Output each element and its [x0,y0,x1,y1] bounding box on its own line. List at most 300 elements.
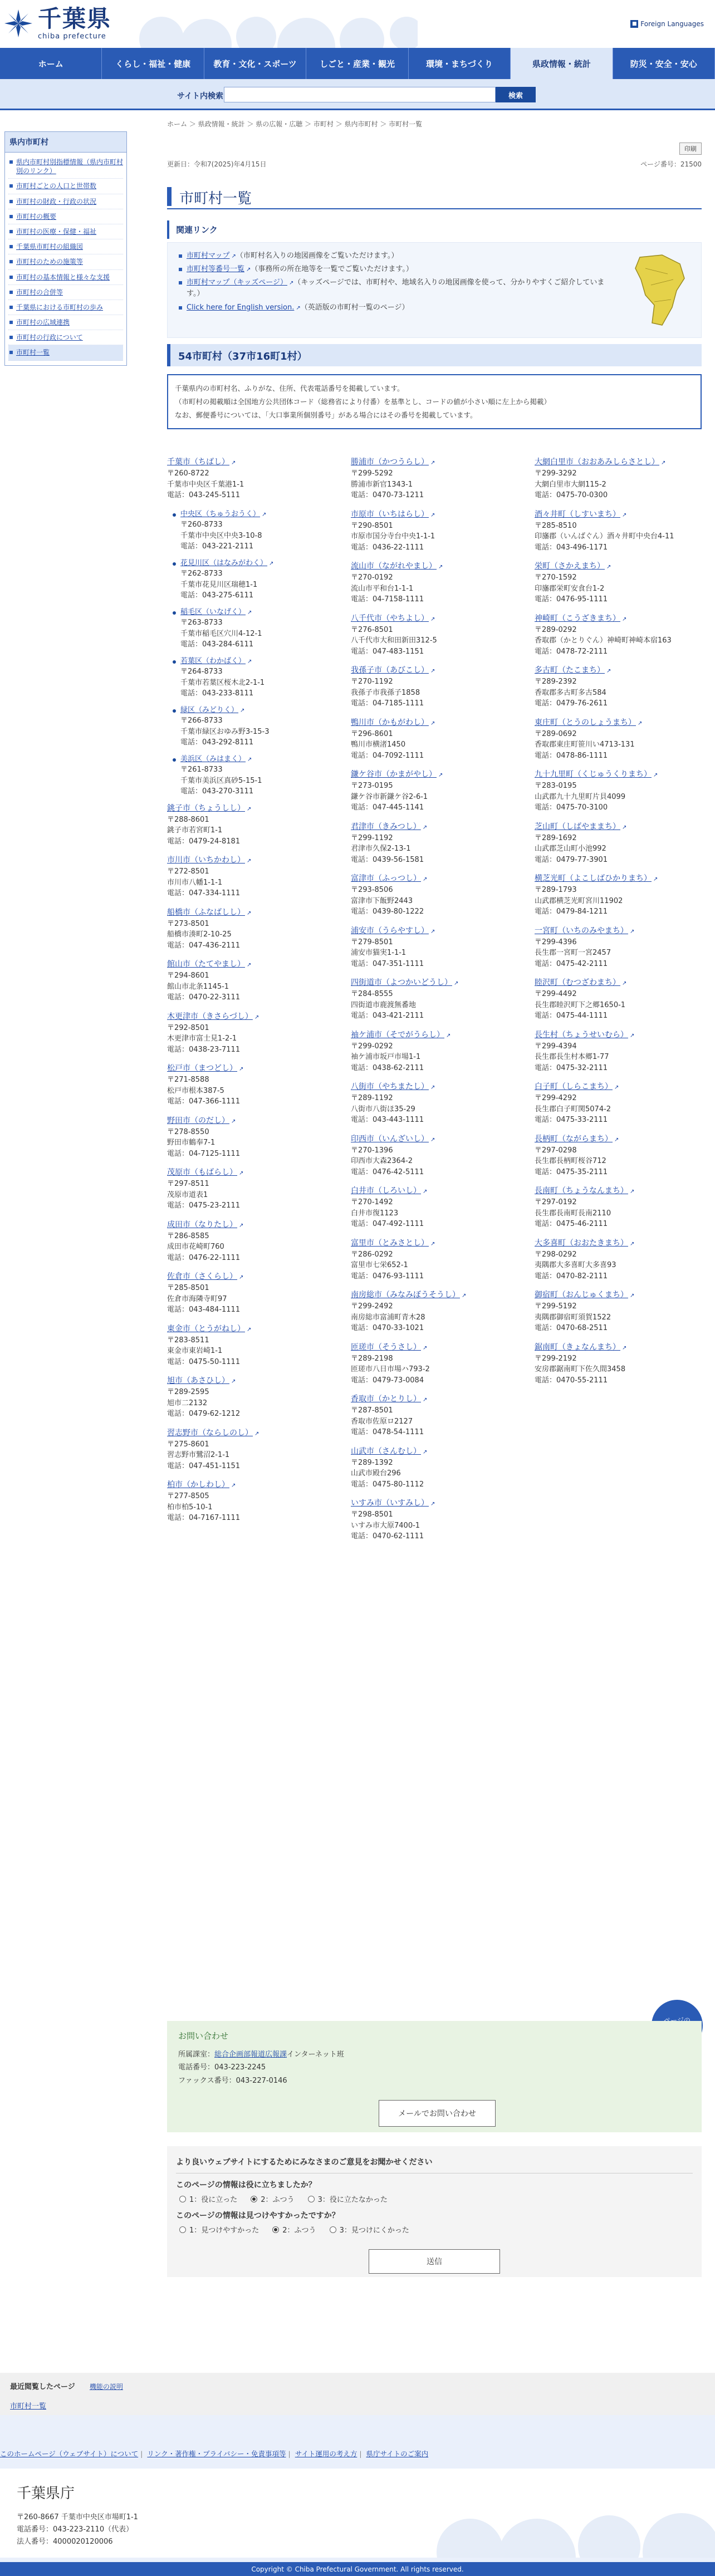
postal-code: 〒270-0192 [351,573,393,582]
municipality-entry [535,665,702,709]
municipality-name-link[interactable]: 鋸南町（きょなんまち） ↗ [535,1342,702,1353]
address: 印旛郡（いんばぐん）酒々井町中央台4-11 [535,532,674,541]
municipality-name-link[interactable]: 御宿町（おんじゅくまち） ↗ [535,1289,702,1301]
address: 富津市下飯野2443 [351,896,413,905]
address: 鴨川市横渚1450 [351,740,406,749]
municipality-column-2 [351,457,518,1550]
ward-entry [180,558,334,601]
postal-code: 〒260-8733 [180,521,223,529]
sidebar-item[interactable]: 市町村の基本情報と様々な支援 [8,270,123,285]
postal-code: 〒276-8501 [351,625,393,634]
municipality-entry [351,1394,518,1438]
postal-code: 〒264-8733 [180,668,223,676]
municipality-name-link[interactable]: 稲毛区（いなげく） ↗ [180,607,334,618]
municipality-entry [535,717,702,762]
postal-code: 〒299-0292 [351,1042,393,1051]
postal-code: 〒297-8511 [167,1180,209,1188]
updated-date: 更新日：令和7(2025)年4月15日 [167,160,267,168]
municipality-name-link[interactable]: 長南町（ちょうなんまち） ↗ [535,1185,702,1197]
q2-option-3[interactable]: 3：見つけにくかった [330,2224,409,2235]
related-row: 市町村マップ（キッズページ） ↗ （キッズページでは、市町村や、地域名入りの地図画像を使って、分かりやすくご紹介しています。） [179,277,618,300]
municipality-name-link[interactable]: いすみ市（いすみし） ↗ [351,1498,518,1509]
postal-code: 〒299-4396 [535,938,577,946]
ward-entry [180,705,334,748]
phone: 電話：043-421-2111 [351,1012,424,1020]
sidebar-item-current[interactable]: 市町村一覧 [8,345,123,360]
address: 銚子市若宮町1-1 [167,826,223,835]
address: 長生郡睦沢町下之郷1650-1 [535,1000,626,1009]
address: 野田市鶴奉7-1 [167,1139,216,1147]
municipality-entry [351,509,518,553]
municipality-name-link[interactable]: 八千代市（やちよし） ↗ [351,613,518,625]
postal-code: 〒289-2198 [351,1354,393,1363]
phone: 電話：0475-33-2111 [535,1116,608,1124]
address: 印西市大森2364-2 [351,1157,413,1165]
postal-code: 〒298-0292 [535,1250,577,1259]
phone: 電話：047-436-2111 [167,941,241,950]
municipality-entry [535,457,702,501]
municipality-name-link[interactable]: 神崎町（こうざきまち） ↗ [535,613,702,625]
phone: 電話：043-292-8111 [180,738,254,747]
municipality-name-link[interactable]: 茂原市（もばらし） ↗ [167,1167,334,1179]
municipality-entry [535,925,702,970]
municipality-name-link[interactable]: 中央区（ちゅうおうく） ↗ [180,509,334,520]
phone: 電話：047-334-1111 [167,889,241,897]
print-button[interactable]: 印刷 [679,143,702,155]
municipality-name-link[interactable]: 浦安市（うらやすし） ↗ [351,925,518,937]
municipality-name-link[interactable]: 横芝光町（よこしばひかりまち） ↗ [535,873,702,885]
municipality-entry [535,509,702,553]
municipality-entry [535,1342,702,1386]
address: 松戸市根本387-5 [167,1086,224,1095]
address: 長生郡一宮町一宮2457 [535,949,611,957]
footer-link[interactable]: 県庁サイトのご案内 [366,2450,429,2458]
address: 山武市殿台296 [351,1469,401,1478]
phone: 電話：0475-32-2111 [535,1063,608,1072]
address: 市原市国分寺台中央1-1-1 [351,532,435,541]
sidebar [4,131,127,366]
related-link[interactable]: 市町村マップ ↗ [187,252,236,260]
phone: 電話：0475-23-2111 [167,1201,241,1210]
phone: 電話：047-351-1111 [351,959,424,968]
municipality-name-link[interactable]: 鴨川市（かもがわし） ↗ [351,717,518,729]
municipality-name-link[interactable]: 香取市（かとりし） ↗ [351,1394,518,1405]
address: 習志野市鷺沼2-1-1 [167,1451,230,1459]
municipality-name-link[interactable]: 四街道市（よつかいどうし） ↗ [351,977,518,989]
phone: 電話：0479-24-8181 [167,837,241,846]
related-row: 市町村等番号一覧 ↗ （事務所の所在地等を一覧でご覧いただけます。） [179,264,618,275]
municipality-name-link[interactable]: 若葉区（わかばく） ↗ [180,656,334,667]
postal-code: 〒292-8501 [167,1023,209,1032]
municipality-name-link[interactable]: 鎌ケ谷市（かまがやし） ↗ [351,769,518,781]
municipality-name-link[interactable]: 栄町（さかえまち） ↗ [535,561,702,572]
phone: 電話：0475-50-1111 [167,1357,241,1366]
mail-inquiry-button[interactable]: メールでお問い合わせ [379,2100,496,2127]
municipality-name-link[interactable]: 酒々井町（しすいまち） ↗ [535,509,702,521]
municipality-name-link[interactable]: 船橋市（ふなばしし） ↗ [167,907,334,919]
sidebar-item[interactable]: 千葉県市町村の組織図 [8,239,123,254]
address: 安房郡鋸南町下佐久間3458 [535,1365,626,1373]
postal-code: 〒289-1392 [351,1458,393,1467]
q2-option-1[interactable]: 1：見つけやすかった [179,2224,259,2235]
dept-link[interactable]: 総合企画部報道広報課 [214,2050,287,2059]
municipality-entry [167,1011,334,1056]
municipality-entry [351,1185,518,1230]
survey-q1-options [179,2194,693,2204]
inquiry-heading: お問い合わせ [178,2031,229,2041]
municipality-name-link[interactable]: 芝山町（しばやままち） ↗ [535,821,702,833]
ward-entry [180,656,334,699]
sidebar-title[interactable]: 県内市町村 [5,132,126,153]
municipality-name-link[interactable]: 流山市（ながれやまし） ↗ [351,561,518,572]
address: 香取市佐原ロ2127 [351,1417,413,1426]
sidebar-item[interactable]: 市町村の医療・保健・福祉 [8,224,123,239]
municipality-name-link[interactable]: 八街市（やちまたし） ↗ [351,1081,518,1093]
municipality-entry [351,977,518,1022]
municipality-entry [167,1063,334,1107]
phone: 電話：043-275-6111 [180,591,254,600]
municipality-name-link[interactable]: 多古町（たこまち） ↗ [535,665,702,676]
recent-help-link[interactable]: 機能の説明 [89,2383,123,2391]
postal-code: 〒285-8510 [535,521,577,530]
survey-q2: このページの情報は見つけやすかったですか？ [176,2211,340,2220]
address: 山武郡芝山町小池992 [535,845,606,853]
sidebar-list [5,153,126,365]
municipality-name-link[interactable]: 緑区（みどりく） ↗ [180,705,334,716]
municipality-name-link[interactable]: 白井市（しろいし） ↗ [351,1185,518,1197]
notice-line: なお、郵便番号については、「大口事業所個別番号」がある場合にはその番号を掲載しています。 [175,410,477,419]
phone: 電話：04-7125-1111 [167,1149,241,1158]
chiba-map-icon[interactable] [629,252,690,330]
survey-send-button[interactable]: 送信 [369,2249,500,2274]
postal-code: 〒299-5292 [351,469,393,478]
municipality-entry [167,1219,334,1264]
q1-option-3[interactable]: 3：役に立たなかった [308,2194,388,2204]
footer-corp-number: 法人番号：4000020120006 [17,2538,113,2546]
postal-code: 〒272-8501 [167,867,209,876]
recent-page-link[interactable]: 市町村一覧 [10,2402,47,2411]
footer-address: 〒260-8667 千葉市中央区市場町1-1 [17,2513,138,2521]
address: 茂原市道表1 [167,1190,208,1199]
municipality-name-link[interactable]: 一宮町（いちのみやまち） ↗ [535,925,702,937]
footer-links: このホームページ（ウェブサイト）について | リンク・著作権・プライバシー・免責事項等 | サイト運用の考え方 | 県庁サイトのご案内 [0,2450,429,2458]
site-logo[interactable] [3,6,111,41]
municipality-entry [535,1289,702,1334]
municipality-name-link[interactable]: 長柄町（ながらまち） ↗ [535,1134,702,1145]
header-wave-decoration [128,0,418,48]
phone: 電話：0470-55-2111 [535,1376,608,1385]
postal-code: 〒299-5192 [535,1302,577,1311]
inquiry-dept: 所属課室：総合企画部報道広報課インターネット班 [178,2050,344,2059]
global-nav [0,48,715,79]
municipality-name-link[interactable]: 市原市（いちはらし） ↗ [351,509,518,521]
q1-option-2[interactable]: 2：ふつう [251,2194,294,2204]
municipality-name-link[interactable]: 成田市（なりたし） ↗ [167,1219,334,1231]
phone: 電話：0438-62-2111 [351,1063,424,1072]
municipality-name-link[interactable]: 市川市（いちかわし） ↗ [167,855,334,866]
gnav-government[interactable]: 県政情報・統計 [511,48,613,79]
phone: 電話：043-233-8111 [180,689,254,698]
address: 白井市復1123 [351,1209,399,1218]
phone: 電話：0478-72-2111 [535,647,608,656]
related-row: Click here for English version. ↗ （英語版の市町村一覧のページ） [179,302,618,313]
postal-code: 〒284-8555 [351,990,393,998]
municipality-name-link[interactable]: 館山市（たてやまし） ↗ [167,959,334,970]
sidebar-item[interactable]: 市町村のための施策等 [8,254,123,269]
municipality-name-link[interactable]: 富津市（ふっつし） ↗ [351,873,518,885]
postal-code: 〒299-4492 [535,990,577,998]
phone: 電話：0479-62-1212 [167,1410,241,1418]
municipality-entry [167,1271,334,1316]
radio-icon [330,2226,336,2233]
survey-q2-options [179,2224,693,2235]
municipality-name-link[interactable]: 山武市（さんむし） ↗ [351,1446,518,1458]
municipality-name-link[interactable]: 千葉市（ちばし） ↗ [167,457,334,468]
phone: 電話：043-270-3111 [180,787,254,796]
search-input[interactable] [224,87,496,102]
municipality-name-link[interactable]: 富里市（とみさとし） ↗ [351,1238,518,1249]
municipality-name-link[interactable]: 袖ケ浦市（そでがうらし） ↗ [351,1029,518,1041]
address: 千葉市稲毛区穴川4-12-1 [180,629,262,638]
municipality-name-link[interactable]: 長生村（ちょうせいむら） ↗ [535,1029,702,1041]
gnav-environment[interactable]: 環境・まちづくり [409,48,511,79]
municipality-name-link[interactable]: 東庄町（とうのしょうまち） ↗ [535,717,702,729]
postal-code: 〒270-1396 [351,1146,393,1155]
postal-code: 〒278-8550 [167,1127,209,1136]
inquiry-fax: ファックス番号：043-227-0146 [178,2076,287,2085]
municipality-entry [535,1081,702,1126]
gnav-life[interactable]: くらし・福祉・健康 [102,48,204,79]
municipality-name-link[interactable]: 匝瑳市（そうさし） ↗ [351,1342,518,1353]
phone: 電話：047-492-1111 [351,1220,424,1228]
municipality-entry [167,1167,334,1211]
main-content [167,119,702,1540]
radio-icon [308,2196,315,2202]
municipality-name-link[interactable]: 睦沢町（むつざわまち） ↗ [535,977,702,989]
municipality-name-link[interactable]: 南房総市（みなみぼうそうし） ↗ [351,1289,518,1301]
q1-option-1[interactable]: 1：役に立った [179,2194,237,2204]
footer-info [0,2469,715,2558]
address: 千葉市若葉区桜木北2-1-1 [180,678,265,687]
address: 長生郡長柄町桜谷712 [535,1157,606,1165]
address: 大網白里市大網115-2 [535,480,606,489]
address: 袖ケ浦市坂戸市場1-1 [351,1053,421,1061]
address: 香取郡（かとりぐん）神崎町神崎本宿163 [535,636,672,645]
address: 長生郡長生村本郷1-77 [535,1053,609,1061]
phone: 電話：0476-42-5111 [351,1167,424,1176]
globe-icon: ■ [630,20,638,28]
postal-code: 〒287-8501 [351,1406,393,1415]
phone: 電話：0439-56-1581 [351,855,424,864]
sidebar-item[interactable]: 市町村の概要 [8,209,123,224]
phone: 電話：0476-93-1111 [351,1272,424,1280]
page-title: 市町村一覧 [167,179,702,209]
municipality-name-link[interactable]: 柏市（かしわし） ↗ [167,1479,334,1491]
municipality-name-link[interactable]: 習志野市（ならしのし） ↗ [167,1427,334,1439]
sidebar-item[interactable]: 市町村の行政について [8,330,123,345]
municipality-name-link[interactable]: 松戸市（まつどし） ↗ [167,1063,334,1074]
phone: 電話：047-445-1141 [351,803,424,812]
municipality-name-link[interactable]: 銚子市（ちょうしし） ↗ [167,803,334,814]
municipality-entry [167,907,334,951]
municipality-name-link[interactable]: 木更津市（きさらづし） ↗ [167,1011,334,1023]
municipality-entry [535,873,702,917]
municipality-name-link[interactable]: 旭市（あさひし） ↗ [167,1375,334,1387]
postal-code: 〒299-2192 [535,1354,577,1363]
ward-entry [180,509,334,552]
postal-code: 〒270-1492 [351,1198,393,1206]
gnav-work[interactable]: しごと・産業・観光 [306,48,408,79]
related-heading: 関連リンク [167,220,702,239]
sidebar-item[interactable]: 市町村の広域連携 [8,315,123,330]
sidebar-item[interactable]: 市町村の財政・行政の状況 [8,194,123,209]
inquiry-box [167,2021,702,2132]
footer-link[interactable]: このホームページ（ウェブサイト）について [0,2450,139,2458]
phone: 電話：0439-80-1222 [351,907,424,916]
postal-code: 〒299-4394 [535,1042,577,1051]
related-links [167,220,702,338]
municipality-name-link[interactable]: 印西市（いんざいし） ↗ [351,1134,518,1145]
postal-code: 〒285-8501 [167,1284,209,1292]
postal-code: 〒293-8506 [351,886,393,894]
address: 東金市東岩崎1-1 [167,1347,223,1355]
phone: 電話：0476-22-1111 [167,1253,241,1262]
phone: 電話：0478-54-1111 [351,1428,424,1436]
municipality-name-link[interactable]: 野田市（のだし） ↗ [167,1115,334,1127]
address: 佐倉市海隣寺町97 [167,1294,227,1303]
copyright: Copyright © Chiba Prefectural Government. All rights reserved. [0,2562,715,2576]
postal-code: 〒283-0195 [535,782,577,790]
phone: 電話：0470-73-1211 [351,491,424,499]
address: 勝浦市新官1343-1 [351,480,413,489]
address: 長生郡長南町長南2110 [535,1209,611,1218]
address: 船橋市湊町2-10-25 [167,930,232,939]
address: 香取郡東庄町笹川い4713-131 [535,740,635,749]
related-link[interactable]: 市町村等番号一覧 ↗ [187,265,251,273]
ward-entry [180,754,334,797]
address: 富里市七栄652-1 [351,1261,408,1269]
address: 君津市久保2-13-1 [351,845,411,853]
postal-code: 〒288-8601 [167,815,209,824]
postal-code: 〒279-8501 [351,938,393,946]
municipality-name-link[interactable]: 勝浦市（かつうらし） ↗ [351,457,518,468]
municipality-name-link[interactable]: 白子町（しらこまち） ↗ [535,1081,702,1093]
postal-code: 〒296-8601 [351,729,393,738]
phone: 電話：04-7167-1111 [167,1514,241,1522]
municipality-name-link[interactable]: 大多喜町（おおたきまち） ↗ [535,1238,702,1249]
footer-org: 千葉県庁 [17,2485,75,2502]
phone: 電話：0475-70-3100 [535,803,608,812]
municipality-entry [351,821,518,866]
foreign-languages-link[interactable]: ■ Foreign Languages [630,20,704,28]
notice-box [167,374,702,429]
postal-code: 〒298-8501 [351,1510,393,1519]
related-box [167,242,702,338]
address: いすみ市大原7400-1 [351,1521,420,1530]
related-link[interactable]: 市町村マップ（キッズページ） ↗ [187,278,293,287]
related-row: 市町村マップ ↗ （市町村名入りの地図画像をご覧いただけます。） [179,251,618,262]
phone: 電話：0438-23-7111 [167,1045,241,1054]
q2-option-2[interactable]: 2：ふつう [272,2224,316,2235]
municipality-entry [535,1185,702,1230]
municipality-entry [351,665,518,709]
breadcrumb[interactable]: ホーム ＞ 県政情報・統計 ＞ 県の広報・広聴 ＞ 市町村 ＞ 県内市町村 ＞ 市町村一覧 [167,120,423,128]
municipality-name-link[interactable]: 美浜区（みはまく） ↗ [180,754,334,765]
municipality-heading: 54市町村（37市16町1村） [167,344,702,366]
gnav-safety[interactable]: 防災・安全・安心 [613,48,715,79]
municipality-entry [167,1115,334,1160]
search-button[interactable]: 検索 [496,87,536,102]
address: 成田市花崎町760 [167,1243,224,1251]
municipality-entry [535,613,702,658]
postal-code: 〒261-8733 [180,766,223,774]
postal-code: 〒299-4292 [535,1094,577,1102]
municipality-column-3 [535,457,702,1394]
related-link[interactable]: Click here for English version. ↗ [187,303,301,312]
phone: 電話：0478-86-1111 [535,751,608,760]
address: 山武郡九十九里町片貝4099 [535,792,626,801]
phone: 電話：047-451-1151 [167,1461,241,1470]
address: 流山市平和台1-1-1 [351,584,414,593]
postal-code: 〒275-8601 [167,1440,209,1449]
phone: 電話：0470-82-2111 [535,1272,608,1280]
phone: 電話：043-484-1111 [167,1306,241,1314]
municipality-entry [351,1134,518,1178]
phone: 電話：043-245-5111 [167,491,241,499]
municipality-entry [351,613,518,658]
municipality-name-link[interactable]: 東金市（とうがねし） ↗ [167,1323,334,1335]
sidebar-item[interactable]: 市町村の合併等 [8,285,123,300]
municipality-entry [167,1427,334,1472]
municipality-entry [351,1029,518,1074]
sidebar-item[interactable]: 市町村ごとの人口と世帯数 [8,179,123,194]
footer-link[interactable]: サイト運用の考え方 [295,2450,358,2458]
chiba-emblem-icon [3,8,33,38]
address: 夷隅郡御宿町須賀1522 [535,1313,611,1322]
sidebar-item[interactable]: 県内市町村別指標情報（県内市町村別のリンク） [8,155,123,179]
phone: 電話：0479-84-1211 [535,907,608,916]
postal-code: 〒297-0298 [535,1146,577,1155]
radio-checked-icon [251,2196,257,2202]
site-header [0,0,715,48]
gnav-education[interactable]: 教育・文化・スポーツ [204,48,306,79]
address: 千葉市美浜区真砂5-15-1 [180,776,262,785]
municipality-entry [167,1375,334,1420]
municipality-name-link[interactable]: 花見川区（はなみがわく） ↗ [180,558,334,569]
inquiry-tel: 電話番号：043-223-2245 [178,2063,266,2072]
footer-link[interactable]: リンク・著作権・プライバシー・免責事項等 [147,2450,286,2458]
municipality-entry [167,803,334,847]
header-links [630,20,704,28]
gnav-home[interactable]: ホーム [0,48,102,79]
municipality-name-link[interactable]: 九十九里町（くじゅうくりまち） ↗ [535,769,702,781]
municipality-name-link[interactable]: 大網白里市（おおあみしらさとし） ↗ [535,457,702,468]
postal-code: 〒277-8505 [167,1492,209,1500]
municipality-name-link[interactable]: 我孫子市（あびこし） ↗ [351,665,518,676]
municipality-entry [535,769,702,813]
notice-line: （市町村の掲載順は全国地方公共団体コード（総務省により付番）を基準とし、コードの値が小さい順に左上から掲載） [175,397,551,406]
municipality-name-link[interactable]: 君津市（きみつし） ↗ [351,821,518,833]
address: 匝瑳市八日市場ハ793-2 [351,1365,430,1373]
sidebar-item[interactable]: 千葉県における市町村の歩み [8,300,123,315]
address: 南房総市富浦町青木28 [351,1313,425,1322]
municipality-entry [167,1479,334,1524]
postal-code: 〒299-2492 [351,1302,393,1311]
postal-code: 〒289-2595 [167,1388,209,1396]
municipality-name-link[interactable]: 佐倉市（さくらし） ↗ [167,1271,334,1283]
phone: 電話：0436-22-1111 [351,543,424,552]
recent-title: 最近閲覧したページ [10,2383,75,2391]
